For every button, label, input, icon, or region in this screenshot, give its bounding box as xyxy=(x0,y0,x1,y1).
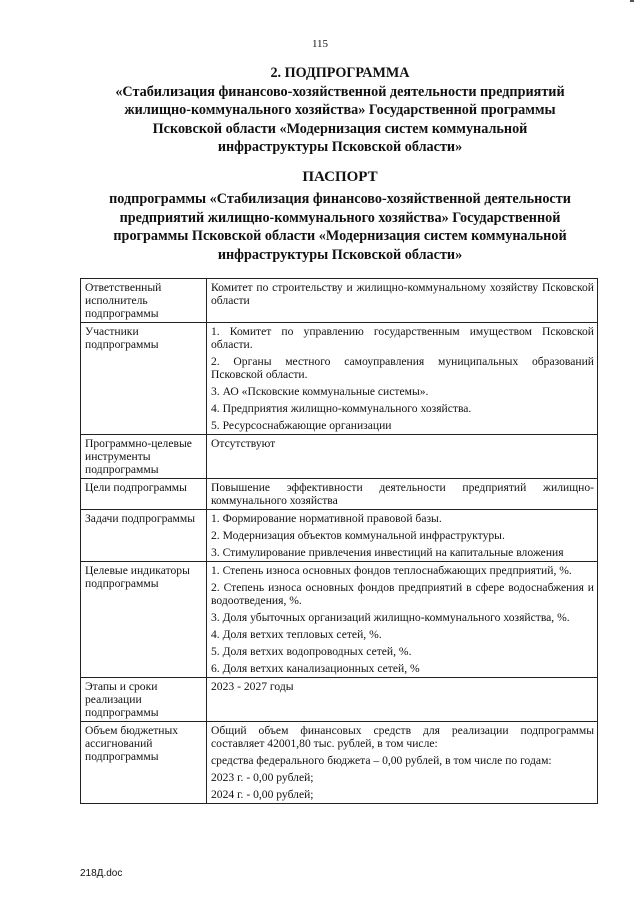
row-value-item: 4. Доля ветхих тепловых сетей, %. xyxy=(211,628,382,641)
row-value-item: 3. Доля убыточных организаций жилищно-коммунального хозяйства, %. xyxy=(211,611,570,624)
heading-line: жилищно-коммунального хозяйства» Государственной программы xyxy=(124,102,556,118)
heading-line: инфраструктуры Псковской области» xyxy=(217,139,463,155)
row-value-item: 2023 г. - 0,00 рублей; xyxy=(211,771,314,784)
subprogram-heading xyxy=(60,64,620,157)
row-value xyxy=(207,479,598,510)
row-value xyxy=(207,722,598,804)
page-number: 115 xyxy=(311,38,329,50)
row-value xyxy=(207,279,598,323)
passport-title: ПАСПОРТ xyxy=(302,169,378,185)
row-value-item: средства федерального бюджета – 0,00 рублей, в том числе по годам: xyxy=(211,754,552,767)
row-value xyxy=(207,323,598,435)
row-value xyxy=(207,435,598,479)
table-row xyxy=(81,435,598,479)
subtitle-line: подпрограммы «Стабилизация финансово-хозяйственной деятельности xyxy=(109,191,571,207)
row-value-item: 5. Ресурсоснабжающие организации xyxy=(211,419,392,432)
row-value-item: 2. Степень износа основных фондов предприятий в сфере водоснабжения и водоотведения, %. xyxy=(211,581,594,607)
table-row xyxy=(81,479,598,510)
row-label: Программно-целевые инструменты подпрограммы xyxy=(81,435,207,479)
heading-line: Псковской области «Модернизация систем коммунальной xyxy=(152,120,528,137)
row-label: Этапы и сроки реализации подпрограммы xyxy=(81,678,207,722)
file-name-footer: 218Д.doc xyxy=(80,868,123,879)
row-value xyxy=(207,562,598,678)
passport-subtitle xyxy=(60,190,620,264)
row-value-item: 4. Предприятия жилищно-коммунального хозяйства. xyxy=(211,402,472,415)
table-row xyxy=(81,510,598,562)
row-label: Объем бюджетных ассигнований подпрограммы xyxy=(81,722,207,804)
row-value-item: 2. Модернизация объектов коммунальной инфраструктуры. xyxy=(211,529,505,542)
scan-edge-mark xyxy=(630,0,634,905)
row-value-item: 1. Комитет по управлению государственным имуществом Псковской области. xyxy=(211,325,594,351)
row-value xyxy=(207,678,598,722)
table-row xyxy=(81,678,598,722)
row-value-item: 6. Доля ветхих канализационных сетей, % xyxy=(211,662,420,675)
row-value xyxy=(207,510,598,562)
passport-table-body xyxy=(81,279,598,804)
row-label: Задачи подпрограммы xyxy=(81,510,207,562)
row-value-item: 3. АО «Псковские коммунальные системы». xyxy=(211,385,429,398)
subtitle-line: программы Псковской области «Модернизация систем коммунальной xyxy=(113,228,567,244)
heading-line: 2. ПОДПРОГРАММА xyxy=(270,65,410,81)
table-row xyxy=(81,279,598,323)
row-value-item: 2024 г. - 0,00 рублей; xyxy=(211,788,314,801)
row-label: Цели подпрограммы xyxy=(81,479,207,510)
table-row xyxy=(81,722,598,804)
row-value-item: Повышение эффективности деятельности предприятий жилищно-коммунального хозяйства xyxy=(211,481,594,507)
row-label: Участники подпрограммы xyxy=(81,323,207,435)
row-value-item: 1. Формирование нормативной правовой базы. xyxy=(211,512,442,525)
passport-table xyxy=(80,278,598,804)
row-value-item: 2023 - 2027 годы xyxy=(211,680,294,693)
heading-line: «Стабилизация финансово-хозяйственной деятельности предприятий xyxy=(115,83,565,100)
row-label: Целевые индикаторы подпрограммы xyxy=(81,562,207,678)
row-value-item: Комитет по строительству и жилищно-коммунальному хозяйству Псковской области xyxy=(211,281,594,307)
table-row xyxy=(81,562,598,678)
subtitle-line: инфраструктуры Псковской области» xyxy=(217,246,463,263)
row-value-item: Отсутствуют xyxy=(211,437,276,450)
row-value-item: 2. Органы местного самоуправления муниципальных образований Псковской области. xyxy=(211,355,594,381)
row-value-item: 5. Доля ветхих водопроводных сетей, %. xyxy=(211,645,412,658)
row-label: Ответственный исполнитель подпрограммы xyxy=(81,279,207,323)
table-row xyxy=(81,323,598,435)
subtitle-line: предприятий жилищно-коммунального хозяйства» Государственной xyxy=(119,209,561,226)
row-value-item: 3. Стимулирование привлечения инвестиций на капитальные вложения xyxy=(211,546,564,559)
row-value-item: Общий объем финансовых средств для реализации подпрограммы составляет 42001,80 тыс. рублей, в том числе: xyxy=(211,724,594,750)
row-value-item: 1. Степень износа основных фондов теплоснабжающих предприятий, %. xyxy=(211,564,572,577)
